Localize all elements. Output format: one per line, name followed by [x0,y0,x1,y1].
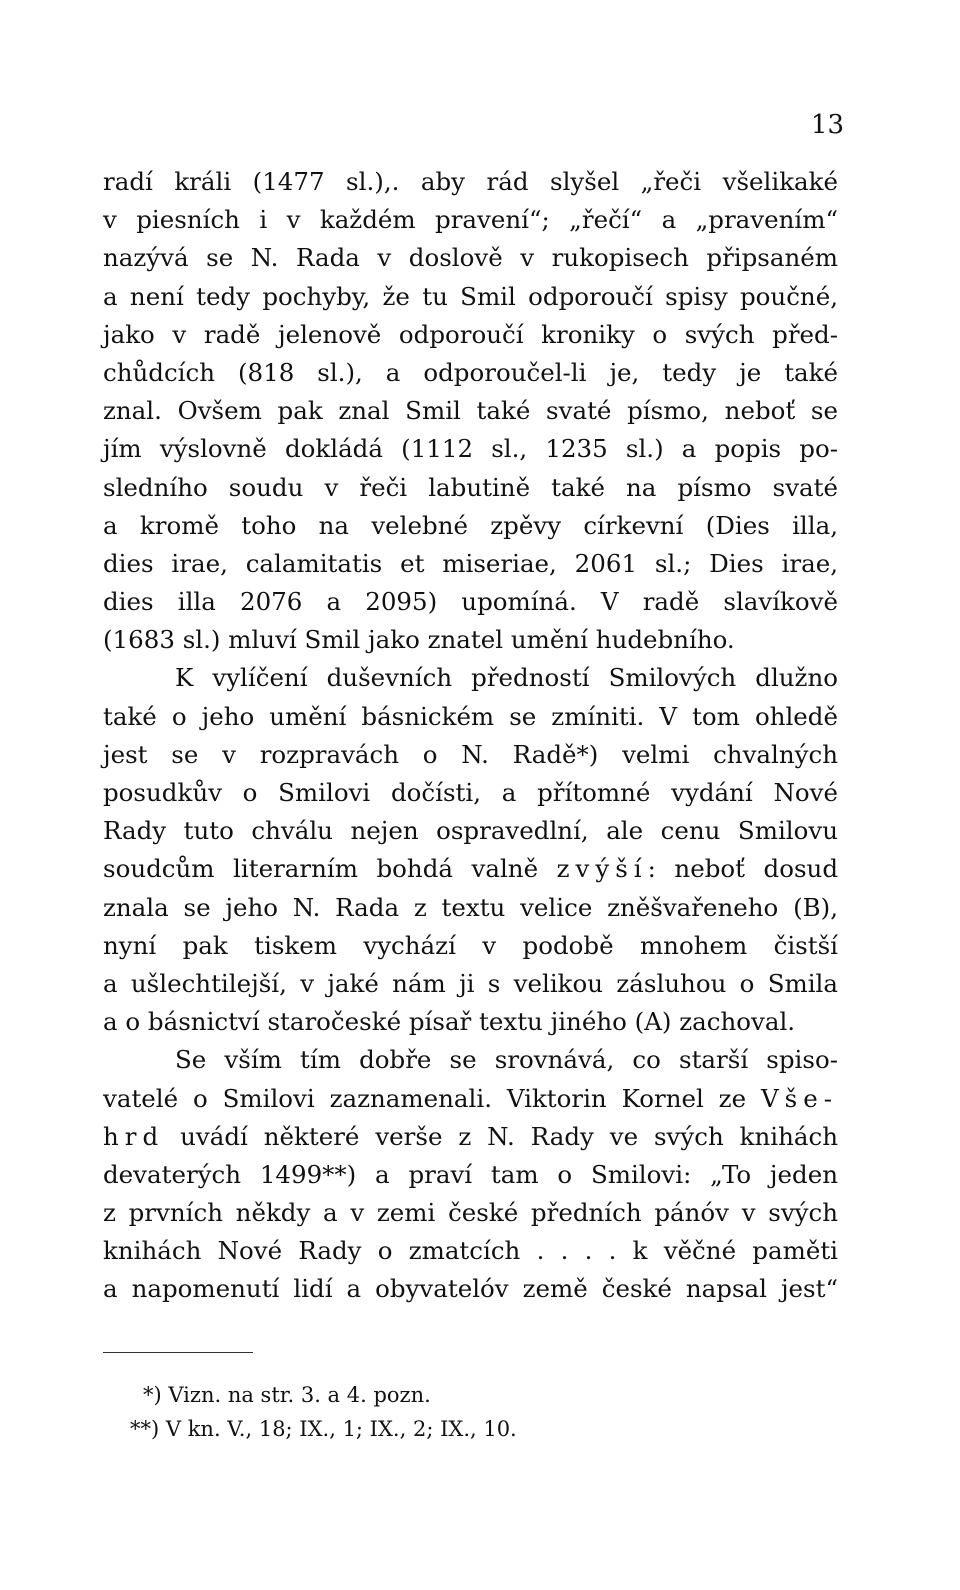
text-segment: vatelé o Smilovi zaznamenali. Viktorin Kornel ze [103,1083,761,1113]
text-line: chůdcích (818 sl.), a odporoučel-li je, tedy je také [103,357,838,387]
footnotes [103,1378,838,1446]
text-line: a o básnictví staročeské písař textu jiného (A) zachoval. [103,1007,796,1037]
text-line: dies irae, calamitatis et miseriae, 2061 sl.; Dies irae, [103,548,838,578]
text-segment: soudcům literarním bohdá valně [103,854,557,884]
text-line: devaterých 1499**) a praví tam o Smilovi: „To jeden [103,1159,838,1189]
spaced-word: zvýší [556,854,648,884]
text-line: sledního soudu v řeči labutině také na písmo svaté [103,472,838,502]
text-line: nazývá se N. Rada v doslově v rukopisech připsaném [103,243,838,273]
page-number: 13 [810,110,844,140]
body-text [103,163,838,1309]
text-line: radí králi (1477 sl.),. aby rád slyšel „řeči všelikaké [103,167,838,196]
text-line: (1683 sl.) mluví Smil jako znatel umění hudebního. [103,625,735,655]
text-line: znala se jeho N. Rada z textu velice zněšvařeneho (B), [103,892,838,922]
text-line: a napomenutí lidí a obyvatelóv země české napsal jest“ [103,1274,838,1304]
text-line: jím výslovně dokládá (1112 sl., 1235 sl.) a popis po- [103,434,838,464]
text-line: v piesních i v každém pravení“; „řečí“ a „pravením“ [103,205,838,235]
footnote-divider [103,1352,253,1353]
text-line: a není tedy pochyby, že tu Smil odporoučí spisy poučné, [103,281,838,311]
text-segment: uvádí některé verše z N. Rady ve svých knihách [164,1121,838,1151]
text-line: a ušlechtilejší, v jaké nám ji s velikou zásluhou o Smila [103,968,838,998]
text-segment: : neboť dosud [647,854,838,884]
text-line [103,850,838,888]
text-line: Se vším tím dobře se srovnává, co starší spiso- [175,1045,838,1075]
text-line: nyní pak tiskem vychází v podobě mnohem čistší [103,930,838,960]
text-line: jako v radě jelenově odporoučí kroniky o svých před- [103,319,838,349]
text-line: K vylíčení duševních předností Smilových dlužno [175,663,838,693]
text-line: také o jeho umění básnickém se zmíniti. V tom ohledě [103,701,838,731]
text-line: posudkův o Smilovi dočísti, a přítomné vydání Nové [103,778,838,807]
text-line: knihách Nové Rady o zmatcích . . . . k věčné paměti [103,1236,838,1266]
text-line [103,1080,838,1118]
footnote: *) Vizn. na str. 3. a 4. pozn. [143,1383,431,1407]
spaced-word: hrd [103,1121,165,1151]
text-line: znal. Ovšem pak znal Smil také svaté písmo, neboť se [103,396,838,426]
text-line: Rady tuto chválu nejen ospravedlní, ale cenu Smilovu [103,816,838,846]
footnote: **) V kn. V., 18; IX., 1; IX., 2; IX., 10. [130,1417,517,1441]
text-line [103,1118,838,1156]
text-line: jest se v rozpravách o N. Radě*) velmi chvalných [103,739,838,769]
spaced-word: Vše- [760,1083,838,1113]
text-line: a kromě toho na velebné zpěvy církevní (Dies illa, [103,510,838,540]
text-line: dies illa 2076 a 2095) upomíná. V radě slavíkově [103,587,838,617]
text-line: z prvních někdy a v zemi české předních pánóv v svých [103,1198,838,1228]
